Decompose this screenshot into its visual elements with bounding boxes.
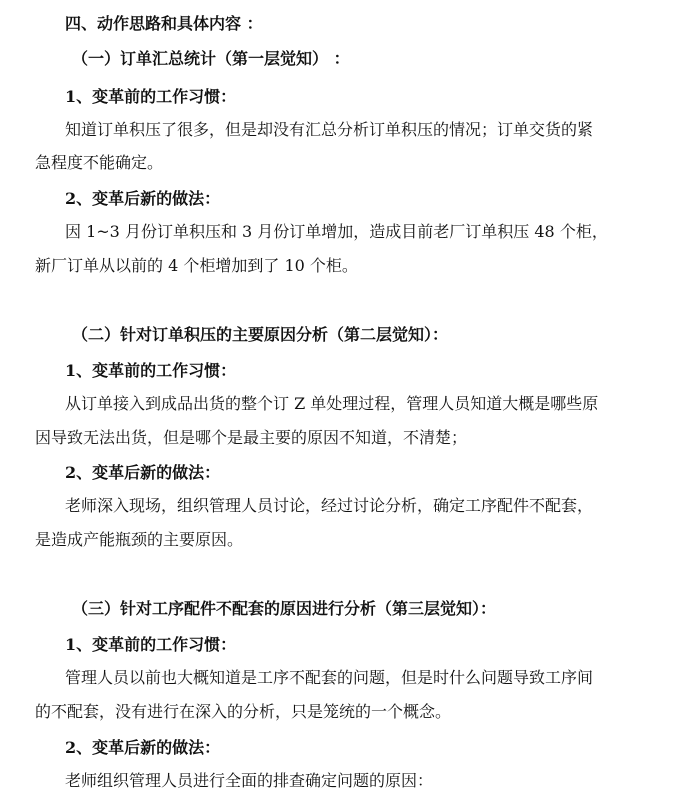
part-3-before-paragraph-line-2: 的不配套，没有进行在深入的分析，只是笼统的一个概念。 (35, 702, 452, 721)
part-2-after-paragraph-line-2: 是造成产能瓶颈的主要原因。 (35, 530, 244, 549)
part-2-before-paragraph-line-1: 从订单接入到成品出货的整个订 Z 单处理过程，管理人员知道大概是哪些原 (65, 394, 599, 413)
part-3-before-paragraph-line-1: 管理人员以前也大概知道是工序不配套的问题，但是时什么问题导致工序间 (65, 668, 594, 687)
part-1-before-paragraph-line-1: 知道订单积压了很多，但是却没有汇总分析订单积压的情况；订单交货的紧 (65, 120, 594, 139)
part-2-before-paragraph-line-2: 因导致无法出货，但是哪个是最主要的原因不知道，不清楚； (35, 428, 468, 447)
part-1-after-heading: 2、变革后新的做法： (65, 189, 221, 208)
part-2-before-heading: 1、变革前的工作习惯： (65, 361, 237, 380)
part-2-heading: （二）针对订单积压的主要原因分析（第二层觉知）： (72, 325, 449, 344)
part-3-after-heading: 2、变革后新的做法： (65, 738, 221, 757)
part-1-before-heading: 1、变革前的工作习惯： (65, 87, 237, 106)
part-2-after-heading: 2、变革后新的做法： (65, 463, 221, 482)
part-1-after-paragraph-line-1: 因 1~3 月份订单积压和 3 月份订单增加，造成目前老厂订单积压 48 个柜， (65, 222, 608, 241)
part-1-after-paragraph-line-2: 新厂订单从以前的 4 个柜增加到了 10 个柜。 (35, 256, 358, 275)
part-1-heading: （一）订单汇总统计（第一层觉知） ： (72, 49, 350, 68)
part-1-before-paragraph-line-2: 急程度不能确定。 (35, 153, 164, 172)
section-4-heading: 四、动作思路和具体内容 ： (65, 14, 263, 33)
part-3-after-paragraph-line-1: 老师组织管理人员进行全面的排查确定问题的原因： (65, 771, 434, 790)
part-3-heading: （三）针对工序配件不配套的原因进行分析（第三层觉知）： (72, 599, 497, 618)
part-2-after-paragraph-line-1: 老师深入现场，组织管理人员讨论，经过讨论分析，确定工序配件不配套， (65, 496, 594, 515)
part-3-before-heading: 1、变革前的工作习惯： (65, 635, 237, 654)
